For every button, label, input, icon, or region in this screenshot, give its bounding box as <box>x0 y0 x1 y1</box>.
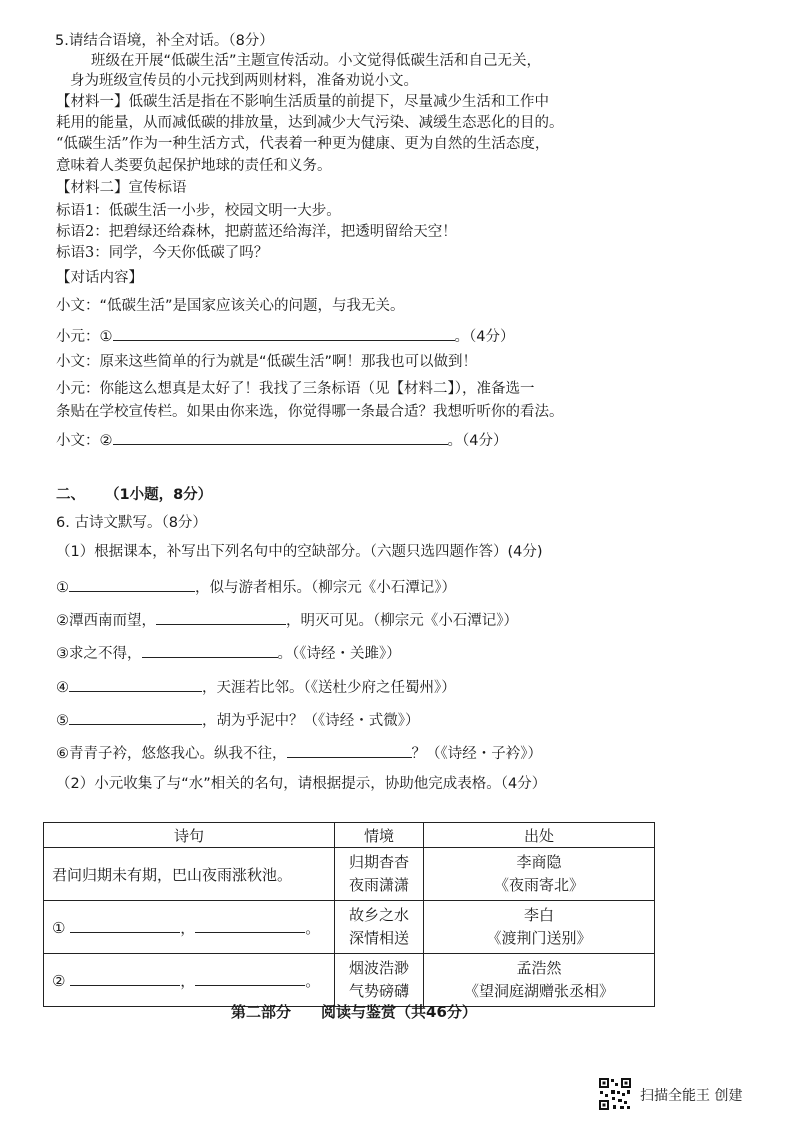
scene-cell <box>335 954 424 1007</box>
header-verse: 诗句 <box>44 823 335 848</box>
q6-part2-instruction: （2）小元收集了与“水”相关的名句，请根据提示，协助他完成表格。（4分） <box>56 776 547 792</box>
dialog-line-4a: 小元：你能这么想真是太好了！我找了三条标语（见【材料二】），准备选一 <box>56 381 535 397</box>
section2-heading <box>56 487 212 504</box>
table-blank-2b[interactable] <box>195 971 305 986</box>
poem-line-1-prefix: ① <box>56 580 69 596</box>
poem-blank-5[interactable] <box>69 710 202 725</box>
verse-cell: 君问归期未有期，巴山夜雨涨秋池。 <box>44 848 335 901</box>
scene-line-2: 气势磅礴 <box>348 982 409 1000</box>
poem-blank-6[interactable] <box>287 743 412 758</box>
verse-end: 。 <box>305 918 321 937</box>
poem-line-6 <box>56 743 542 763</box>
scene-line-2: 深情相送 <box>348 929 409 947</box>
poem-line-3-suffix: 。（《诗经・关雎》） <box>277 646 401 662</box>
table-blank-1b[interactable] <box>195 918 305 933</box>
poem-line-3 <box>56 643 401 663</box>
verse-mid: ， <box>180 918 196 937</box>
source-author: 李白 <box>523 905 554 924</box>
dialog-line-2 <box>56 326 514 346</box>
scene-line-1: 烟波浩渺 <box>348 958 409 977</box>
poem-line-5 <box>56 710 420 730</box>
material2-title: 【材料二】宣传标语 <box>56 180 187 196</box>
poem-line-2-prefix: ②潭西南而望， <box>56 613 156 629</box>
poem-line-4 <box>56 677 456 697</box>
material1-line4: 意味着人类要负起保护地球的责任和义务。 <box>56 158 332 174</box>
poem-line-2-suffix: ，明灭可见。（柳宗元《小石潭记》） <box>286 613 518 629</box>
verse-mid: ， <box>180 971 196 990</box>
q6-part1-instruction: （1）根据课本，补写出下列名句中的空缺部分。（六题只选四题作答）(4分) <box>56 544 543 560</box>
table-blank-2a[interactable] <box>70 971 180 986</box>
q6-title: 6. 古诗文默写。（8分） <box>56 515 207 531</box>
section2-info: （1小题，8分） <box>105 487 213 503</box>
dialog-title: 【对话内容】 <box>56 270 143 286</box>
source-author: 孟浩然 <box>516 958 562 977</box>
section2-number: 二、 <box>56 487 85 503</box>
slogan-3: 标语3：同学，今天你低碳了吗？ <box>56 245 269 261</box>
dialog-line-1: 小文：“低碳生活”是国家应该关心的问题，与我无关。 <box>56 298 405 314</box>
table-blank-1a[interactable] <box>70 918 180 933</box>
qr-code-icon <box>598 1077 632 1111</box>
poem-line-3-prefix: ③求之不得， <box>56 646 142 662</box>
water-verse-table <box>43 822 655 1007</box>
verse-cell <box>44 901 335 954</box>
source-cell <box>424 954 655 1007</box>
table-header-row <box>44 823 655 848</box>
scene-line-1: 故乡之水 <box>348 905 409 924</box>
q5-intro-line2: 身为班级宣传员的小元找到两则材料，准备劝说小文。 <box>70 73 418 89</box>
poem-line-1-suffix: ，似与游者相乐。（柳宗元《小石潭记》） <box>195 580 456 596</box>
scene-line-1: 归期杳杳 <box>348 852 409 871</box>
poem-line-5-prefix: ⑤ <box>56 713 69 729</box>
poem-blank-2[interactable] <box>156 610 286 625</box>
table-row <box>44 954 655 1007</box>
source-work: 《渡荆门送别》 <box>486 929 592 947</box>
poem-blank-3[interactable] <box>142 643 278 658</box>
verse-prefix: ② <box>52 971 66 990</box>
source-author: 李商隐 <box>516 852 562 871</box>
table-row <box>44 848 655 901</box>
material1-line3: “低碳生活”作为一种生活方式，代表着一种更为健康、更为自然的生活态度， <box>56 136 550 152</box>
poem-line-5-suffix: ，胡为乎泥中？（《诗经・式微》） <box>202 713 420 729</box>
verse-cell <box>44 954 335 1007</box>
poem-blank-1[interactable] <box>69 577 195 592</box>
slogan-1: 标语1：低碳生活一小步，校园文明一大步。 <box>56 203 341 219</box>
q5-intro-line1: 班级在开展“低碳生活”主题宣传活动。小文觉得低碳生活和自己无关， <box>91 53 542 69</box>
source-work: 《望洞庭湖赠张丞相》 <box>463 982 614 1000</box>
source-cell <box>424 848 655 901</box>
scanner-watermark: 扫描全能王 创建 <box>640 1088 743 1104</box>
dialog-line-2-prefix: 小元：① <box>56 329 113 345</box>
verse-prefix: ① <box>52 918 66 937</box>
verse-end: 。 <box>305 971 321 990</box>
table-row <box>44 901 655 954</box>
poem-line-6-prefix: ⑥青青子衿，悠悠我心。纵我不往， <box>56 746 287 762</box>
scene-cell <box>335 901 424 954</box>
poem-line-1 <box>56 577 456 597</box>
slogan-2: 标语2：把碧绿还给森林，把蔚蓝还给海洋，把透明留给天空！ <box>56 224 457 240</box>
dialog-line-3: 小文：原来这些简单的行为就是“低碳生活”啊！那我也可以做到！ <box>56 354 478 370</box>
dialog-line-5-suffix: 。（4分） <box>447 433 508 449</box>
poem-line-6-suffix: ？（《诗经・子衿》） <box>411 746 542 762</box>
material1-line2: 耗用的能量，从而减低碳的排放量，达到减少大气污染、减缓生态恶化的目的。 <box>56 115 564 131</box>
poem-line-4-suffix: ，天涯若比邻。（《送杜少府之任蜀州》） <box>202 680 456 696</box>
q5-title: 5.请结合语境，补全对话。（8分） <box>55 33 274 49</box>
scene-line-2: 夜雨潇潇 <box>348 876 409 894</box>
poem-line-2 <box>56 610 518 630</box>
dialog-line-4b: 条贴在学校宣传栏。如果由你来选，你觉得哪一条最合适？我想听听你的看法。 <box>56 404 564 420</box>
dialog-line-5 <box>56 430 507 450</box>
answer-blank-1[interactable] <box>113 326 455 341</box>
dialog-line-5-prefix: 小文：② <box>56 433 113 449</box>
source-cell <box>424 901 655 954</box>
scene-cell <box>335 848 424 901</box>
source-work: 《夜雨寄北》 <box>493 876 584 894</box>
poem-line-4-prefix: ④ <box>56 680 69 696</box>
part2-heading: 第二部分 阅读与鉴赏（共46分） <box>231 1003 477 1021</box>
header-source: 出处 <box>424 823 655 848</box>
dialog-line-2-suffix: 。（4分） <box>454 329 515 345</box>
header-scene: 情境 <box>335 823 424 848</box>
poem-blank-4[interactable] <box>69 677 202 692</box>
material1-line1: 【材料一】低碳生活是指在不影响生活质量的前提下，尽量减少生活和工作中 <box>56 94 549 110</box>
answer-blank-2[interactable] <box>113 430 448 445</box>
